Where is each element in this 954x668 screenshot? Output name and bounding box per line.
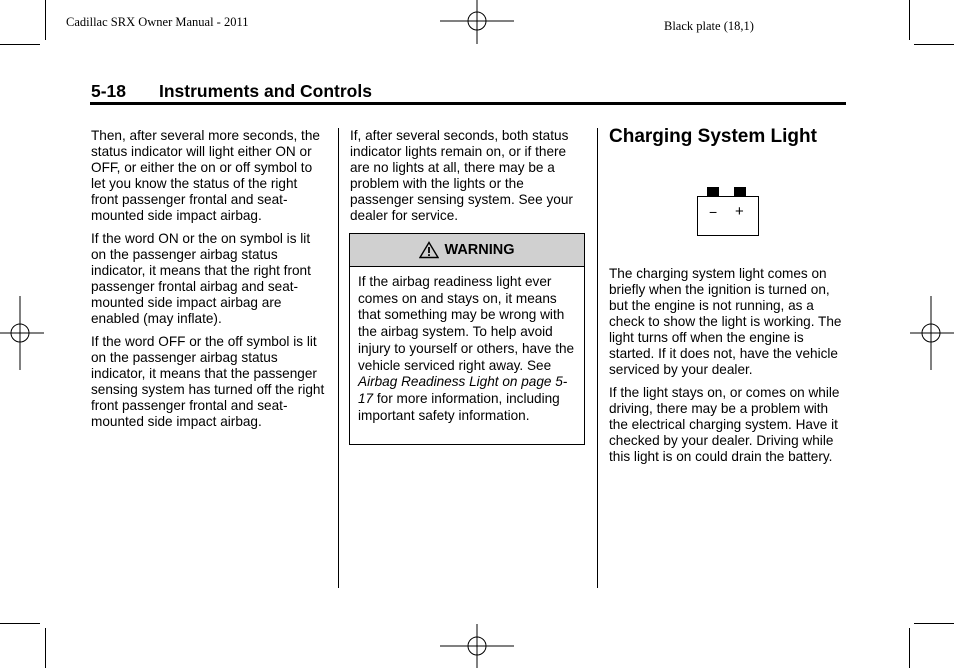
battery-terminal — [734, 187, 746, 196]
header-rule — [90, 102, 846, 105]
column-1 — [91, 128, 327, 437]
column-3 — [609, 266, 849, 472]
column-divider — [338, 128, 339, 588]
battery-terminal — [707, 187, 719, 196]
print-header-left: Cadillac SRX Owner Manual - 2011 — [66, 15, 249, 29]
charging-system-heading: Charging System Light — [609, 126, 817, 147]
paragraph: Then, after several more seconds, the status indicator will light either ON or OFF, or either the on or off symbol to let you know the status of the right front passenger frontal and seat-mounted side impact airbag. — [91, 128, 320, 223]
warning-text-end: for more information, including important safety information. — [358, 390, 560, 423]
paragraph: If the light stays on, or comes on while driving, there may be a problem with the electrical charging system. Have it checked by your dealer. Driving while this light is on could drain the battery. — [609, 385, 840, 464]
registration-mark-icon — [0, 296, 44, 370]
print-header-right: Black plate (18,1) — [664, 19, 754, 33]
crop-mark — [914, 623, 954, 624]
cross-reference-link[interactable]: Airbag Readiness Light on page 5-17 — [358, 374, 568, 406]
column-2 — [350, 128, 584, 231]
registration-mark-icon — [440, 0, 514, 44]
warning-header — [350, 234, 584, 267]
paragraph: The charging system light comes on briefly when the ignition is turned on, but the engine is not running, as a check to show the light is working. The light turns off when the engine is started. If it does not, have the vehicle serviced by your dealer. — [609, 266, 842, 377]
battery-minus-sign: − — [709, 204, 718, 220]
registration-mark-icon — [910, 296, 954, 370]
crop-mark — [0, 623, 40, 624]
warning-box — [349, 233, 585, 445]
section-title: Instruments and Controls — [159, 81, 372, 101]
warning-text-start: If the airbag readiness light ever comes on and stays on, it means that something may be wrong with the airbag system. To help avoid injury to yourself or others, have the vehicle serviced right away. See — [358, 274, 575, 373]
paragraph: If the word OFF or the off symbol is lit on the passenger airbag status indicator, it means that the passenger sensing system has turned off the right front passenger frontal and seat-mounted side impact airbag. — [91, 334, 325, 429]
battery-icon — [697, 187, 759, 237]
warning-text — [350, 267, 584, 424]
crop-mark — [45, 0, 46, 40]
battery-plus-sign: + — [735, 203, 744, 220]
crop-mark — [914, 44, 954, 45]
battery-body — [697, 196, 759, 236]
paragraph: If, after several seconds, both status indicator lights remain on, or if there are no lights at all, there may be a problem with the lights or the passenger sensing system. See your dealer for service. — [350, 128, 573, 223]
column-divider — [597, 128, 598, 588]
crop-mark — [909, 628, 910, 668]
crop-mark — [45, 628, 46, 668]
page-number: 5-18 — [91, 81, 127, 101]
warning-triangle-icon — [419, 241, 439, 259]
warning-title: WARNING — [444, 242, 515, 258]
registration-mark-icon — [440, 624, 514, 668]
crop-mark — [909, 0, 910, 40]
crop-mark — [0, 44, 40, 45]
paragraph: If the word ON or the on symbol is lit on the passenger airbag status indicator, it means that the right front passenger frontal airbag and seat-mounted side impact airbag are enabled (may inflate). — [91, 231, 311, 326]
